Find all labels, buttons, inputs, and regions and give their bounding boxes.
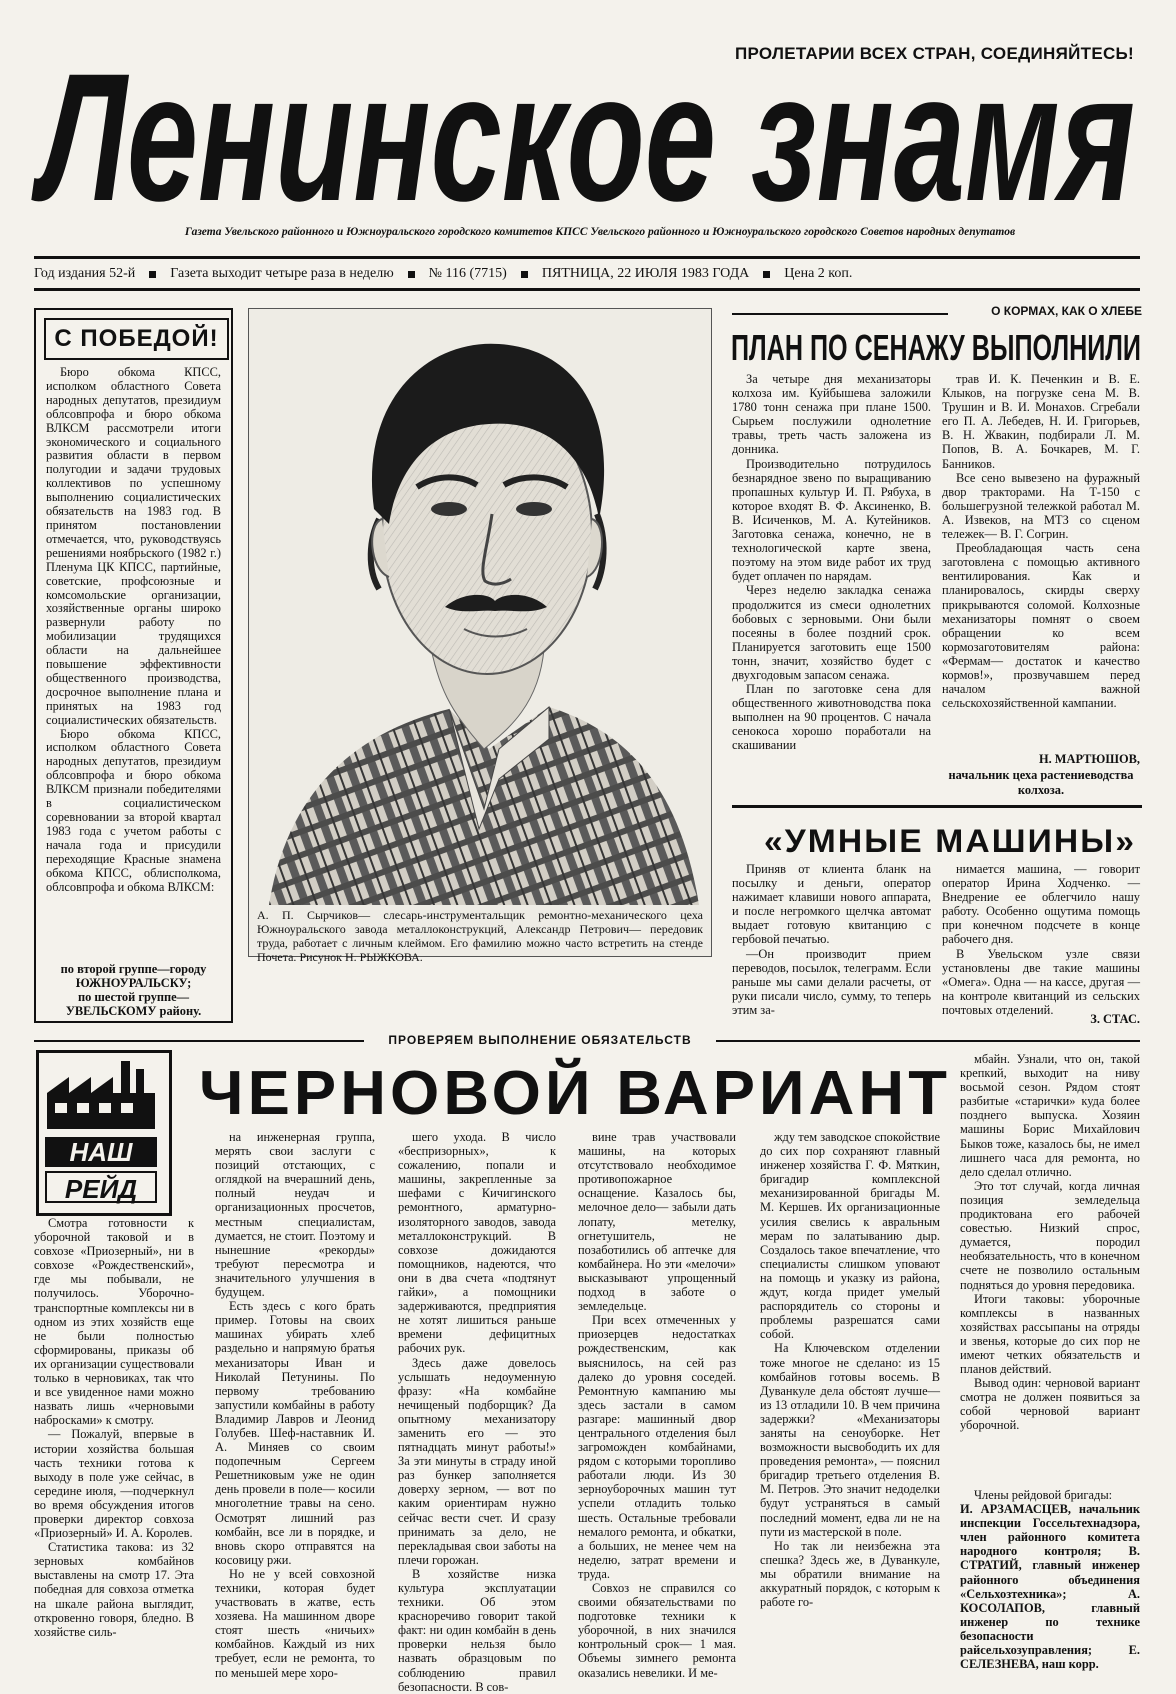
portrait-sketch-illustration [249, 309, 711, 905]
raid-column-2 [215, 1130, 375, 1686]
senazh-paragraph: За четыре дня механизаторы колхоза им. Куйбышева заложили 1780 тонн сенажа при плане 1500. Сырьем послужили однолетние травы, треть часть заложена из донника. [732, 372, 931, 457]
raid-paragraph: Здесь даже довелось услышать недоуменную фразу: «На комбайне нечищеный подборщик? Да опытному механизатору заменить его — это пятнадцать минут работы!» За эти минуты в страду иной раз бункер заполняется доверху зерном, — вот по каким ориентирам нужно сейчас вести счет. И сразу принимать за дело, не перекладывая свои заботы на плечи горожан. [398, 1355, 556, 1567]
masthead-subtitle: Газета Увельского районного и Южноуральского городского комитетов КПСС Увельского районного и Южноуральского городского Советов народных депутатов [184, 226, 1016, 238]
raid-paragraph: на инженерная группа, мерять свои заслуги с позиций отстающих, с оглядкой на вчерашний день, полный неудач и организационных просчетов, местным специалистам, думается, не стоит. Поэтому и нынешние «рекорды» требуют пересмотра и значительного улучшения в будущем. [215, 1130, 375, 1300]
rubric-rule [716, 1040, 1140, 1042]
pobeda-paragraph: Бюро обкома КПСС, исполком областного Совета народных депутатов, президиум облсовпрофа и бюро обкома ВЛКСМ рассмотрели итоги экономического и социального развития области в первом полугодии и задачи трудовых коллективов по успешному выполнению социалистических обязательств на 1983 год. В принятом постановлении отмечается, что, руководствуясь решениями ноябрьского (1982 г.) Пленума ЦК КПСС, партийные, советские, профсоюзные и комсомольские организации, хозяйственные органы широко развернули работу по мобилизации трудящихся области на дальнейшее повышение эффективности общественного производства, досрочное выполнение плана и принятых на 1983 год социалистических обязательств. [46, 365, 221, 727]
raid-paragraph: Статистика такова: из 32 зерновых комбайнов выставлены на смотр 17. Эта победная для совхоза отметка на шкале района выглядит, откровенно говоря, бледно. В хозяйстве силь- [34, 1540, 194, 1639]
raid-paragraph: При всех отмеченных у приозерцев недостатках рождественским, как выяснилось, на сей раз далеко до уровня соседей. Ремонтную кампанию мы здесь застали в самом разгаре: машинный двор центрального отделения был загроможден комбайнами, рядом с которыми торопливо работали люди. Из 30 зерноуборочных машин тут успели отладить только шесть. Остальные требовали немалого ремонта, и обкатки, а больших, не менее чем на неделю, затрат времени и труда. [578, 1313, 736, 1581]
bullet-separator [521, 271, 528, 278]
rule-bottom [34, 288, 1140, 291]
issue-price: Цена 2 коп. [784, 266, 853, 281]
raid-paragraph: Но не у всей совхозной техники, которая будет участвовать в жатве, есть хозяева. На машинном дворе стоят шесть «ничьих» комбайнов. Каждый из них требует, если не ремонта, то по меньшей мере хоро- [215, 1566, 375, 1680]
raid-headline-text: ЧЕРНОВОЙ ВАРИАНТ [199, 1059, 936, 1128]
umnye-paragraph: Приняв от клиента бланк на посылку и деньги, оператор нажимает клавиши нового аппарата, и после негромкого щелчка автомат выдает готовую квитанцию с гербовой печатью. [732, 862, 931, 947]
raid-badge-word: РЕЙД [45, 1171, 157, 1203]
masthead-motto: ПРОЛЕТАРИИ ВСЕХ СТРАН, СОЕДИНЯЙТЕСЬ! [735, 44, 1135, 63]
raid-column-1 [34, 1216, 194, 1686]
raid-column-3 [398, 1130, 556, 1694]
raid-paragraph: вине трав участвовали машины, на которых отсутствовало необходимое противопожарное оснащение. Казалось бы, мелочное дело— забыли дать лопату, метелку, огнетушитель, не позаботились об аптечке для комбайнера. Но эти «мелочи» высказывают упрощенный подход в заботе о земледельце. [578, 1130, 736, 1314]
issue-date: ПЯТНИЦА, 22 ИЮЛЯ 1983 ГОДА [541, 266, 750, 281]
pobeda-headline: С ПОБЕДОЙ! [44, 318, 229, 360]
senazh-paragraph: Преобладающая часть сена заготовлена с помощью активного вентилирования. Как и планировалось, скирды сверху прикрываются соломой. Колхозные механизаторы помнят о своем обращении ко всем кормозаготовителям района: «Фермам— достаток и качество кормов!», прозвучавшем перед началом важной сельскохозяйственной кампании. [942, 541, 1140, 711]
umnye-headline [760, 818, 1140, 862]
raid-rubric: ПРОВЕРЯЕМ ВЫПОЛНЕНИЕ ОБЯЗАТЕЛЬСТВ [388, 1033, 692, 1047]
portrait-drawing [248, 308, 712, 964]
rubric-rule [732, 313, 948, 315]
raid-column-4 [578, 1130, 736, 1686]
masthead-title-text: Ленинское знамя [31, 35, 1135, 239]
raid-paragraph: Вывод один: черновой вариант смотра не должен появиться за собой черновой вариант уборочной. [960, 1376, 1140, 1433]
issue-number: № 116 (7715) [428, 266, 507, 281]
raid-paragraph: — Пожалуй, впервые в истории хозяйства большая часть техники готова к выходу в поле уже сейчас, в середине июля, —подчеркнул во время обсуждения итогов проверки директор совхоза «Приозерный» И. А. Королев. [34, 1427, 194, 1541]
pobeda-paragraph: Бюро обкома КПСС, исполком областного Совета народных депутатов, президиум облсовпрофа и бюро обкома ВЛКСМ признали победителями в социалистическом соревновании за второй квартал 1983 года с учетом работы с начала года и присудили переходящие Красные знамена обкома КПСС, облисполкома, облсовпрофа и обкома ВЛКСМ: [46, 726, 221, 894]
senazh-author: Н. МАРТЮШОВ, [1038, 752, 1140, 766]
factory-icon [39, 1055, 163, 1133]
pobeda-award: по шестой группе—УВЕЛЬСКОМУ району. [65, 990, 202, 1018]
raid-members-intro: Члены рейдовой бригады: [974, 1488, 1113, 1502]
senazh-rubric: О КОРМАХ, КАК О ХЛЕБЕ [991, 304, 1142, 318]
senazh-paragraph: Производительно потрудилось безнарядное звено по выращиванию пропашных культур И. П. Рябуха, в которое входят В. Ф. Аксиненко, В. В. Исиченков, М. А. Кутейников. Заготовка сенажа, конечно, не в технологической карте звена, поэтому на этом виде работ их труд будет оплачен по нарядам. [732, 456, 931, 584]
pobeda-awards [46, 962, 221, 1018]
raid-headline [195, 1050, 955, 1128]
raid-paragraph: мбайн. Узнали, что он, такой крепкий, выходит на ниву восьмой сезон. Рядом стоят разбитые «старички» куда более позднего выпуска. Хозяин машины Борис Михайлович Быков тоже, казалось бы, не имел лишнего часа для ремонта, но дело сделал отлично. [960, 1052, 1140, 1179]
issue-frequency: Газета выходит четыре раза в неделю [170, 266, 394, 281]
raid-column-5 [760, 1130, 940, 1686]
bullet-separator [149, 271, 156, 278]
raid-paragraph: Это тот случай, когда личная позиция земледельца продиктована его рабочей совестью. Низкий спрос, думается, породил необязательность, что в конечном счете не позволило остальным подняться до уровня передовика. [960, 1178, 1140, 1292]
umnye-paragraph: нимается машина, — говорит оператор Ирина Ходченко. — Внедрение ее облегчило нашу работу. Особенно ощутима помощь при конечном подсчете в конце рабочего дня. [942, 862, 1140, 947]
bullet-separator [763, 271, 770, 278]
senazh-paragraph: Все сено вывезено на фуражный двор тракторами. На Т-150 с большегрузной тележкой работал М. А. Извеков, на МТЗ со сценом тележек— В. Г. Согрин. [942, 470, 1140, 542]
raid-paragraph: В хозяйстве низка культура эксплуатации техники. Об этом красноречиво говорит такой факт: ни один комбайн в день проверки нельзя было назвать образцовым по соблюдению правил безопасности. В сов- [398, 1566, 556, 1694]
raid-badge [36, 1050, 172, 1216]
rubric-rule [34, 1040, 364, 1042]
raid-members-list: И. АРЗАМАСЦЕВ, начальник инспекции Госсельтехнадзора, член районного комитета народного контроля; В. СТРАТИЙ, главный инженер районного объединения «Сельхозтехника»; А. КОСОЛАПОВ, главный инженер по технике безопасности райсельхозуправления; Е. СЕЛЕЗНЕВА, наш корр. [960, 1502, 1140, 1672]
bullet-separator [408, 271, 415, 278]
portrait-credit: Рисунок Н. РЫЖКОВА. [299, 950, 423, 964]
raid-paragraph: шего ухода. В число «беспризорных», к сожалению, попали и машины, закрепленные за шефами с Кичигинского ремонтного, арматурно-изоляторного заводов, завода металлоконструкций. В совхозе дожидаются помощников, надеются, что они в два счета «подтянут гайки», а помощники задерживаются, предприятия не хотят лишиться раньше времени дефицитных рабочих рук. [398, 1130, 556, 1356]
senazh-headline-text: ПЛАН ПО СЕНАЖУ ВЫПОЛНИЛИ [731, 327, 1141, 368]
section-rule [732, 805, 1142, 808]
umnye-column-2 [942, 862, 1140, 1022]
umnye-paragraph: В Увельском узле связи установлены две такие машины «Омега». Одна — на кассе, другая — на контроле квитанций из сельских почтовых отделений. [942, 946, 1140, 1017]
issue-year: Год издания 52-й [34, 266, 136, 281]
raid-column-6 [960, 1052, 1140, 1482]
raid-paragraph: На Ключевском отделении тоже многое не сделано: из 15 комбайнов готовы восемь. В Дуванкуле дела обстоят лучше—из 13 отладили 10. В чем причина задержки? «Механизаторы заняты на сеноуборке. Нет возможности высвободить их для проведения ремонта», — пояснил бригадир третьего отделения В. М. Петров. Это значит недоделки будут устраняться в самый последний момент, едва ли не на пути из мастерской в поле. [760, 1341, 940, 1539]
raid-paragraph: Есть здесь с кого брать пример. Готовы на своих машинах убирать хлеб раздельно и напрямую братья механизаторы Иван и Николай Петунины. По первому требованию запустили комбайны в работу Владимир Лавров и Леонид Голубев. Шеф-наставник И. А. Миняев со своим подопечным Сергеем Решетниковым уже не один день провели в поле— косили многолетние травы на сено. Осмотрят лишний раз комбайн, все ли в порядке, и вновь скоро отправятся на косовицу ржи. [215, 1299, 375, 1567]
raid-paragraph: Смотра готовности к уборочной таковой и в совхозе «Приозерный», ни в совхозе «Рождественский», где мы побывали, не получилось. Уборочно-транспортные комплексы ни в одном из этих хозяйств еще не были полностью сформированы, приказы об их организации существовали только в черновиках, так что и все увиденное нами можно назвать лишь «черновыми набросками» к смотру. [34, 1216, 194, 1428]
umnye-column-1 [732, 862, 931, 1032]
raid-badge-word: НАШ [45, 1137, 157, 1167]
umnye-headline-text: «УМНЫЕ МАШИНЫ» [764, 823, 1136, 859]
senazh-paragraph: Через неделю закладка сенажа продолжится из смеси однолетних бобовых с зерновыми. Они были посеяны в более поздний срок. Планируется заготовить еще 1500 тонн, значит, хозяйство будет с двухгодовым запасом сенажа. [732, 583, 931, 682]
raid-paragraph: жду тем заводское спокойствие до сих пор сохраняют главный инженер хозяйства Г. Ф. Мяткин, бригадир комплексной механизированной бригады М. М. Кершев. Их организационные усилия свелись к авральным мерам по залатыванию дыр. Создалось такое впечатление, что специалисты слишком уповают на помощь и указку из района, ждут, когда придет умелый распорядитель со стороны и проблемы разрешатся сами собой. [760, 1130, 940, 1342]
umnye-paragraph: —Он производит прием переводов, посылок, телеграмм. Если раньше мы сами делали расчеты, от руки писали число, сумму, то теперь этим за- [732, 946, 931, 1017]
raid-paragraph: Но так ли неизбежна эта спешка? Здесь же, в Дуванкуле, мы обратили внимание на аккуратный порядок, с которым к работе го- [760, 1538, 940, 1610]
senazh-column-2 [942, 372, 1140, 750]
pobeda-body [46, 366, 221, 958]
raid-paragraph: Итоги таковы: уборочные комплексы в названных хозяйствах рассыпаны на отряды и звенья, которые до сих пор не имеют четких обязательств и планов действий. [960, 1291, 1140, 1377]
issue-info-line [34, 263, 1140, 285]
senazh-author-title: начальник цеха растениеводства колхоза. [948, 768, 1134, 797]
raid-paragraph: Совхоз не справился со своими обязательствами по подготовке техники к уборочной, в них значился контрольный срок— 1 мая. Объемы зимнего ремонта оказались невелики. И ме- [578, 1581, 736, 1680]
pobeda-award: по второй группе—городу ЮЖНОУРАЛЬСКУ; [60, 962, 207, 990]
senazh-paragraph: План по заготовке сена для общественного животноводства пока выполнен на 90 процентов. С начала сенокоса хорошо поработали на скашивании [732, 682, 931, 753]
portrait-caption [257, 908, 703, 964]
portrait-caption-text: А. П. Сырчиков— слесарь-инструментальщик ремонтно-механического цеха Южноуральского завода металлоконструкций, Александр Петрович— передовик труда, работает с личным клеймом. Его фамилию можно часто встретить на стенде Почета. [257, 908, 703, 964]
umnye-author: З. СТАС. [1090, 1012, 1140, 1026]
pobeda-box [34, 308, 233, 1023]
senazh-column-1 [732, 372, 931, 794]
senazh-headline [730, 322, 1142, 368]
raid-members [960, 1488, 1140, 1686]
senazh-paragraph: трав И. К. Печенкин и В. Е. Клыков, на погрузке сена М. В. Трушин и В. И. Монахов. Сгребали его П. А. Лебедев, Н. И. Григорьев, В. Н. Жвакин, подбирали Л. М. Попов, В. А. Бочкарев, М. Г. Банников. [942, 372, 1140, 471]
rule-top [34, 256, 1140, 259]
